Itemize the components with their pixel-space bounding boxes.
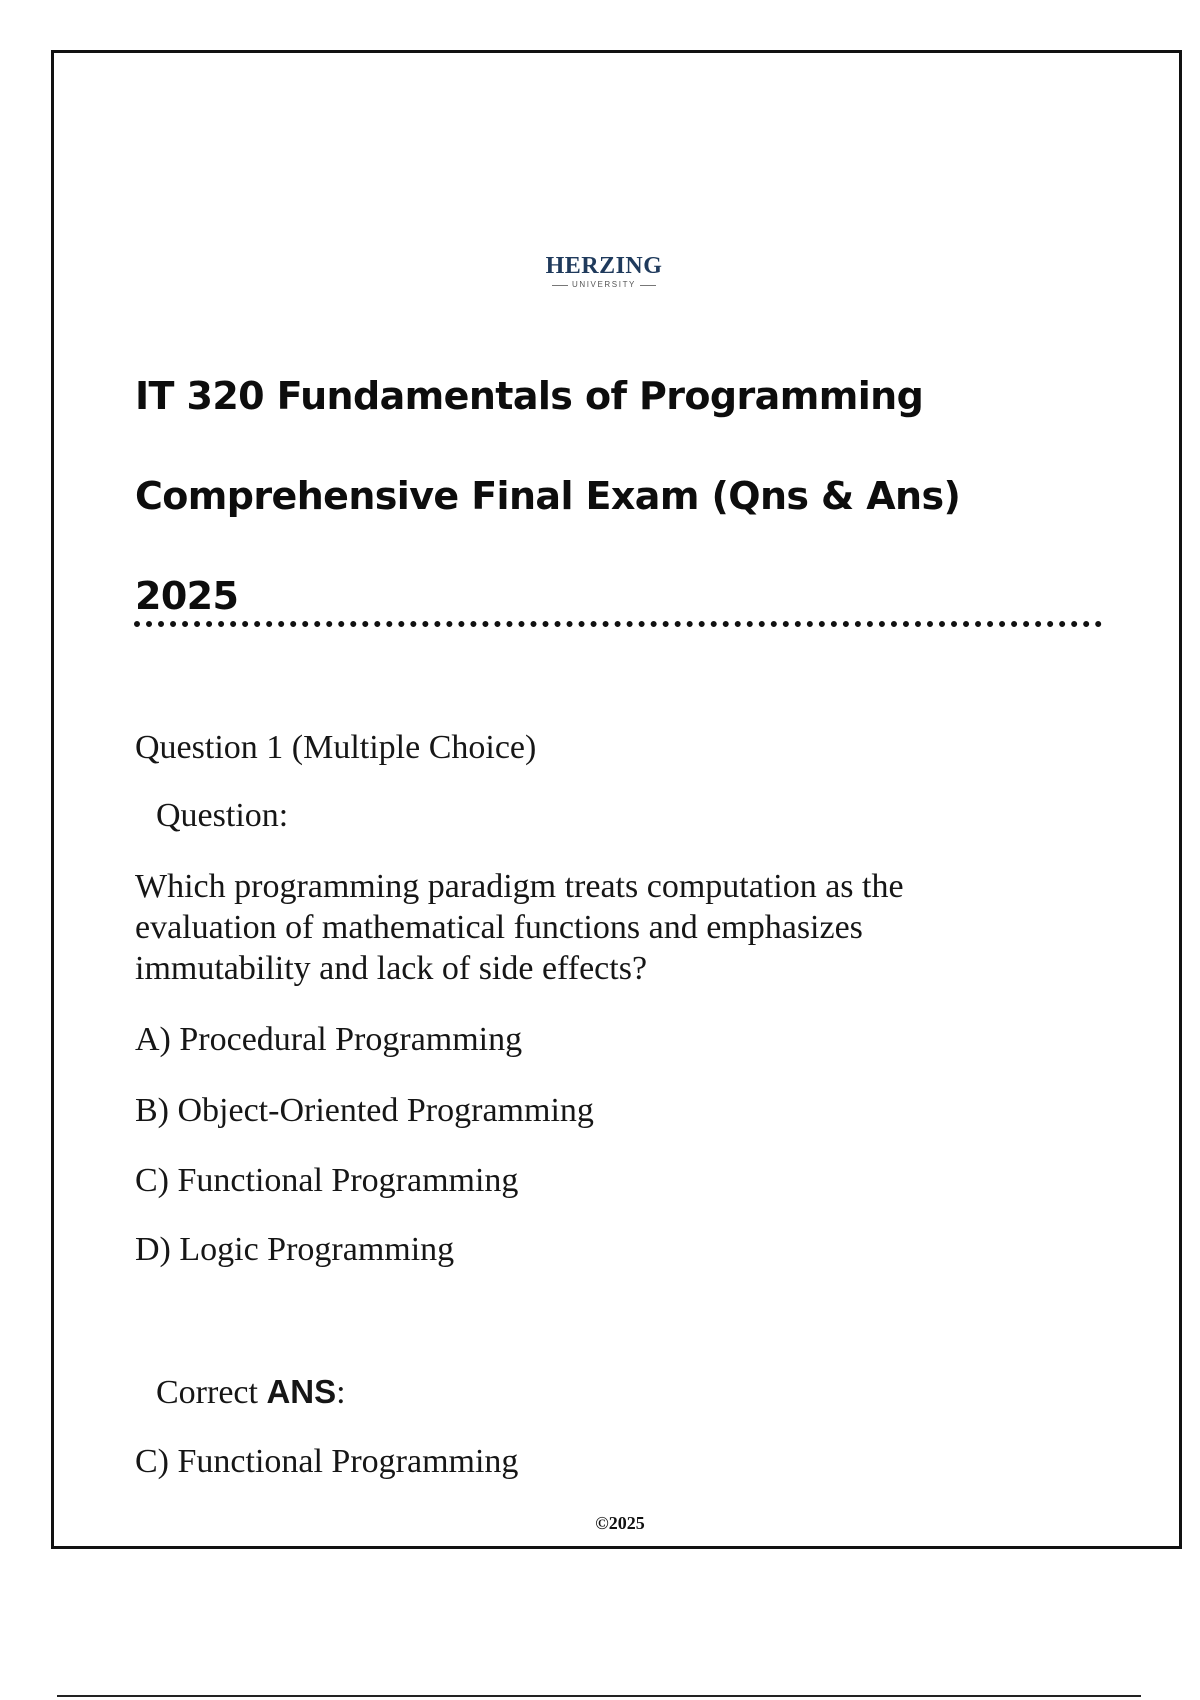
logo-subtitle-row [534,280,674,290]
herzing-university-logo [534,252,674,290]
question-heading: Question 1 (Multiple Choice) [135,729,537,766]
dotted-divider [134,621,1102,627]
document-title-year: 2025 [135,574,239,618]
question-label: Question: [156,797,289,834]
logo-rule-left [552,285,568,286]
answer-label-suffix: : [336,1374,346,1411]
logo-rule-right [640,285,656,286]
copyright-notice: ©2025 [595,1513,645,1533]
option-d: D) Logic Programming [135,1231,455,1268]
bottom-rule [57,1695,1141,1697]
answer-label-strong: ANS [266,1373,337,1410]
option-b: B) Object-Oriented Programming [135,1092,594,1129]
logo-subtitle: UNIVERSITY [571,280,636,289]
correct-answer-label [156,1372,346,1413]
document-title-course: IT 320 Fundamentals of Programming [135,374,924,418]
question-text: Which programming paradigm treats computation as the evaluation of mathematical functions and emphasizes immutability and lack of side effects? [135,868,904,987]
answer-label-prefix: Correct [156,1374,267,1411]
correct-answer-value: C) Functional Programming [135,1443,519,1480]
option-c: C) Functional Programming [135,1162,519,1199]
document-title-exam: Comprehensive Final Exam (Qns & Ans) [135,474,961,518]
option-a: A) Procedural Programming [135,1021,523,1058]
logo-wordmark: HERZING [545,253,663,279]
